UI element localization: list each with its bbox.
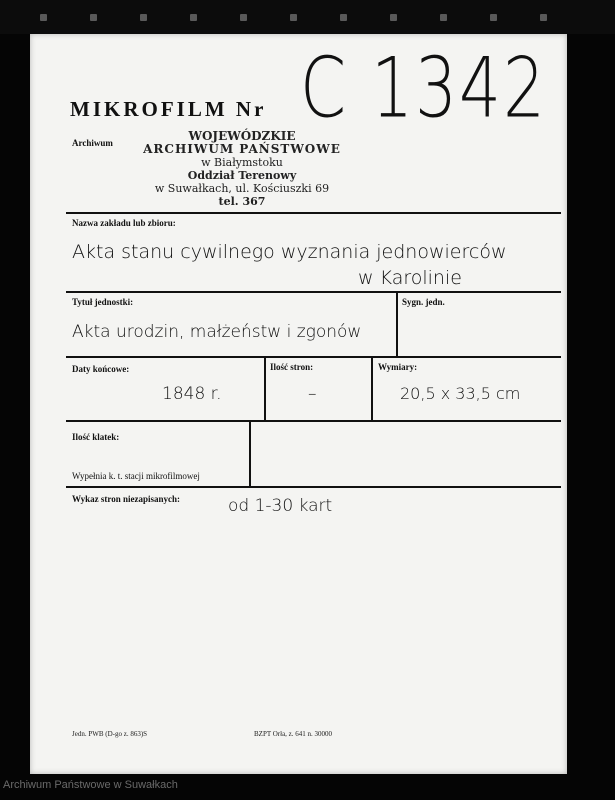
pages-label: Ilość stron: xyxy=(270,362,314,372)
film-number: C 1342 xyxy=(300,40,548,137)
card-title: MIKROFILM Nr xyxy=(70,97,267,121)
archive-label: Archiwum xyxy=(72,138,113,148)
sprocket-hole xyxy=(240,14,247,21)
divider xyxy=(66,291,561,293)
sprocket-hole xyxy=(490,14,497,21)
divider xyxy=(66,420,561,422)
divider xyxy=(66,486,561,488)
sprocket-hole xyxy=(40,14,47,21)
collection-label: Nazwa zakładu lub zbioru: xyxy=(72,218,176,228)
stamp-line-6: tel. 367 xyxy=(218,195,266,208)
collection-value-line2: w Karolinie xyxy=(358,267,462,289)
stamp-line-1: WOJEWÓDZKIE xyxy=(188,129,296,143)
watermark: Archiwum Państwowe w Suwałkach xyxy=(3,779,178,791)
sprocket-hole xyxy=(340,14,347,21)
sprocket-hole xyxy=(190,14,197,21)
footer-right: BZPT Orła, z. 641 n. 30000 xyxy=(254,730,333,738)
divider xyxy=(249,420,251,486)
unit-title-value: Akta urodzin, małżeństw i zgonów xyxy=(72,322,362,342)
divider xyxy=(264,356,266,420)
divider xyxy=(66,356,561,358)
unwritten-pages-value: od 1-30 kart xyxy=(228,496,333,516)
microfilm-card xyxy=(30,34,567,774)
divider xyxy=(371,356,373,420)
sprocket-hole xyxy=(390,14,397,21)
archive-stamp xyxy=(132,130,352,208)
frames-label: Ilość klatek: xyxy=(72,432,120,442)
dimensions-value: 20,5 x 33,5 cm xyxy=(400,384,521,403)
collection-value-line1: Akta stanu cywilnego wyznania jednowierców xyxy=(72,241,507,263)
sprocket-hole xyxy=(440,14,447,21)
sprocket-hole xyxy=(540,14,547,21)
stamp-line-3: w Białymstoku xyxy=(201,156,283,169)
filled-by-label: Wypełnia k. t. stacji mikrofilmowej xyxy=(72,471,200,481)
unwritten-pages-label: Wykaz stron niezapisanych: xyxy=(72,494,181,504)
footer-left: Jedn. PWB (D-go z. 863)S xyxy=(72,730,148,738)
signature-label: Sygn. jedn. xyxy=(402,297,445,307)
pages-value: – xyxy=(308,384,317,404)
end-dates-label: Daty końcowe: xyxy=(72,364,130,374)
sprocket-hole xyxy=(140,14,147,21)
stamp-line-4: Oddział Terenowy xyxy=(187,169,297,182)
sprocket-hole xyxy=(290,14,297,21)
sprocket-hole xyxy=(90,14,97,21)
unit-title-label: Tytuł jednostki: xyxy=(72,297,134,307)
stamp-line-2: ARCHIWUM PAŃSTWOWE xyxy=(143,142,341,156)
divider xyxy=(396,291,398,356)
dimensions-label: Wymiary: xyxy=(378,362,418,372)
divider xyxy=(66,212,561,214)
film-edge xyxy=(0,0,615,34)
stamp-line-5: w Suwałkach, ul. Kościuszki 69 xyxy=(154,182,330,195)
end-dates-value: 1848 r. xyxy=(162,384,222,404)
